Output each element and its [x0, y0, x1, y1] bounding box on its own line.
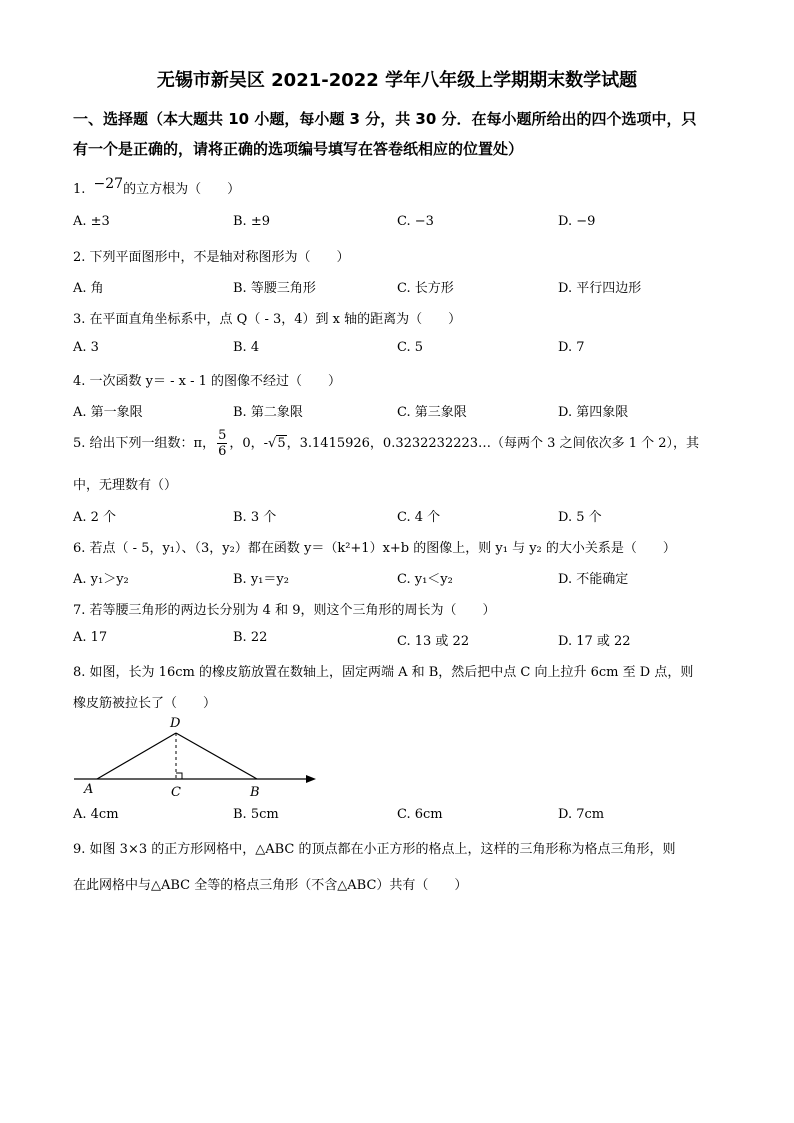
question-1-number: 1. [73, 182, 86, 197]
q2-option-b: B. 等腰三角形 [233, 281, 316, 296]
segment-ad [97, 733, 176, 779]
label-d: D [170, 716, 181, 731]
q5-option-c: C. 4 个 [397, 510, 441, 525]
q1-option-c: C. −3 [397, 214, 434, 229]
q4-option-d: D. 第四象限 [558, 405, 629, 420]
question-5-prefix: 5. 给出下列一组数：π， [73, 436, 216, 451]
q8-option-c: C. 6cm [397, 807, 443, 822]
question-9-line-2: 在此网格中与△ABC 全等的格点三角形（不含△ABC）共有（ ） [73, 878, 468, 893]
q2-option-a: A. 角 [73, 281, 104, 296]
q7-option-c: C. 13 或 22 [397, 634, 470, 649]
section-heading [73, 104, 733, 164]
q7-option-a: A. 17 [73, 630, 108, 645]
question-1-expression: −27 [93, 176, 124, 192]
sqrt-icon: √ [268, 436, 277, 451]
question-7: 7. 若等腰三角形的两边长分别为 4 和 9，则这个三角形的周长为（ ） [73, 603, 496, 618]
page-title: 无锡市新吴区 2021-2022 学年八年级上学期期末数学试题 [156, 70, 638, 91]
q8-option-b: B. 5cm [233, 807, 279, 822]
question-6: 6. 若点（ - 5，y₁）、（3，y₂）都在函数 y＝（k²+1）x+b 的图像上，则 y₁ 与 y₂ 的大小关系是（ ） [73, 541, 676, 556]
fraction-numerator: 5 [218, 428, 227, 443]
question-5-line-2: 中，无理数有（） [73, 478, 178, 493]
q4-option-a: A. 第一象限 [73, 405, 143, 420]
label-a: A [84, 782, 94, 797]
q1-option-a: A. ±3 [73, 214, 110, 229]
right-angle-icon [176, 773, 182, 779]
q4-option-b: B. 第二象限 [233, 405, 303, 420]
fraction-five-sixths [217, 428, 227, 459]
q4-option-c: C. 第三象限 [397, 405, 467, 420]
question-1-text: 的立方根为（ ） [123, 182, 241, 197]
q5-option-b: B. 3 个 [233, 510, 277, 525]
q5-option-d: D. 5 个 [558, 510, 602, 525]
question-2: 2. 下列平面图形中，不是轴对称图形为（ ） [73, 250, 350, 265]
q1-option-b: B. ±9 [233, 214, 270, 229]
question-1 [73, 178, 240, 197]
question-8-line-1: 8. 如图，长为 16cm 的橡皮筋放置在数轴上，固定两端 A 和 B，然后把中点 C 向上拉升 6cm 至 D 点，则 [73, 665, 694, 680]
q3-option-a: A. 3 [73, 340, 99, 355]
question-4: 4. 一次函数 y＝ - x - 1 的图像不经过（ ） [73, 374, 342, 389]
question-9-line-1: 9. 如图 3×3 的正方形网格中，△ABC 的顶点都在小正方形的格点上，这样的三角形称为格点三角形，则 [73, 842, 676, 857]
number-line-arrow-icon [306, 775, 316, 783]
q2-option-c: C. 长方形 [397, 281, 454, 296]
question-3: 3. 在平面直角坐标系中，点 Q（ - 3，4）到 x 轴的距离为（ ） [73, 312, 462, 327]
q6-option-b: B. y₁＝y₂ [233, 572, 289, 587]
q7-option-b: B. 22 [233, 630, 268, 645]
q6-option-c: C. y₁＜y₂ [397, 572, 453, 587]
q1-option-d: D. −9 [558, 214, 596, 229]
question-5 [73, 428, 699, 459]
q3-option-b: B. 4 [233, 340, 260, 355]
q7-option-d: D. 17 或 22 [558, 634, 631, 649]
sqrt-argument: 5 [277, 436, 286, 451]
q8-option-d: D. 7cm [558, 807, 605, 822]
fraction-denominator: 6 [218, 444, 227, 459]
q2-option-d: D. 平行四边形 [558, 281, 642, 296]
question-5-mid: ，0，- [229, 436, 269, 451]
q5-option-a: A. 2 个 [73, 510, 117, 525]
q3-option-c: C. 5 [397, 340, 424, 355]
label-c: C [171, 785, 181, 800]
section-heading-line-2: 有一个是正确的，请将正确的选项编号填写在答卷纸相应的位置处） [73, 140, 524, 158]
q6-option-d: D. 不能确定 [558, 572, 629, 587]
label-b: B [250, 785, 260, 800]
section-heading-line-1: 一、选择题（本大题共 10 小题，每小题 3 分，共 30 分．在每小题所给出的四个选项中，只 [73, 110, 697, 128]
question-8-line-2: 橡皮筋被拉长了（ ） [73, 696, 217, 711]
q3-option-d: D. 7 [558, 340, 585, 355]
q8-option-a: A. 4cm [73, 807, 119, 822]
question-5-suffix: ，3.1415926，0.3232232223…（每两个 3 之间依次多 1 个 2），其 [286, 436, 700, 451]
rubber-band-figure [70, 712, 330, 802]
segment-db [176, 733, 257, 779]
q6-option-a: A. y₁＞y₂ [73, 572, 129, 587]
